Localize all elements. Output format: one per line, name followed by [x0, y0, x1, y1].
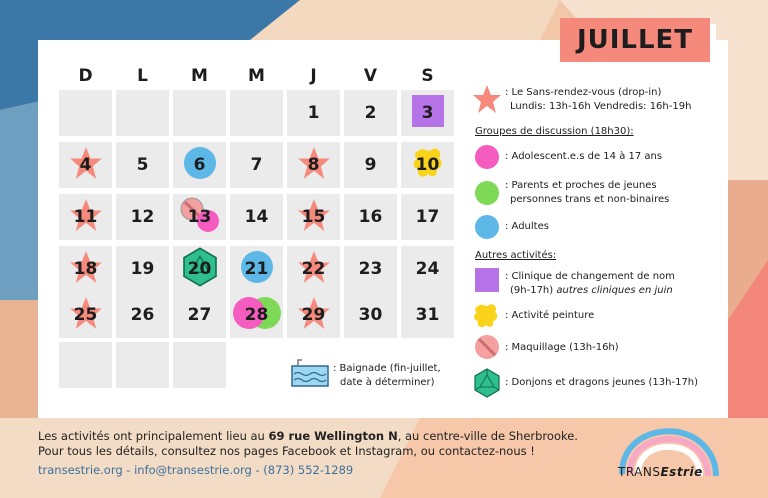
- day-cell-12: [116, 194, 169, 240]
- day-number: 19: [130, 259, 155, 279]
- empty-cell: [59, 342, 112, 388]
- day-number: 29: [301, 305, 326, 325]
- empty-cell: [116, 90, 169, 136]
- day-number: 5: [136, 155, 149, 175]
- teen-circle-icon: [474, 144, 500, 170]
- day-cell-17: [401, 194, 454, 240]
- adults-label: : Adultes: [505, 221, 549, 232]
- day-number: 2: [364, 103, 377, 123]
- day-cell-28: [230, 292, 283, 338]
- day-cell-1: [287, 90, 340, 136]
- weekday-2: M: [191, 66, 208, 86]
- parents-label-1: : Parents et proches de jeunes: [505, 180, 657, 191]
- day-number: 15: [301, 207, 326, 227]
- day-cell-3: [401, 90, 454, 136]
- day-number: 20: [187, 259, 212, 279]
- day-cell-15: [287, 194, 340, 240]
- teens-label: : Adolescent.e.s de 14 à 17 ans: [505, 151, 663, 162]
- day-number: 30: [358, 305, 383, 325]
- month-title: JUILLET: [560, 18, 710, 62]
- weekday-3: M: [248, 66, 265, 86]
- day-cell-27: [173, 292, 226, 338]
- day-cell-21: [230, 246, 283, 292]
- clinic-label-2: (9h-17h) autres cliniques en juin: [510, 285, 673, 296]
- footer-line-2: Pour tous les détails, consultez nos pages Facebook et Instagram, ou contactez-nous !: [38, 444, 535, 458]
- day-cell-9: [344, 142, 397, 188]
- day-number: 6: [193, 155, 206, 175]
- day-number: 12: [130, 207, 155, 227]
- paint-splash-icon: [472, 302, 500, 330]
- day-cell-26: [116, 292, 169, 338]
- day-cell-7: [230, 142, 283, 188]
- day-number: 13: [187, 207, 212, 227]
- adult-circle-icon: [474, 214, 500, 240]
- day-number: 10: [415, 155, 440, 175]
- day-number: 21: [244, 259, 269, 279]
- day-cell-30: [344, 292, 397, 338]
- other-heading: Autres activités:: [475, 250, 557, 261]
- empty-cell: [116, 342, 169, 388]
- day-cell-31: [401, 292, 454, 338]
- day-number: 17: [415, 207, 440, 227]
- day-cell-29: [287, 292, 340, 338]
- day-number: 28: [244, 305, 269, 325]
- paint-label: : Activité peinture: [505, 310, 595, 321]
- brand-logo: TRANSEstrie: [618, 465, 703, 479]
- weekday-0: D: [78, 66, 93, 86]
- day-number: 16: [358, 207, 383, 227]
- day-cell-5: [116, 142, 169, 188]
- day-number: 22: [301, 259, 326, 279]
- day-cell-24: [401, 246, 454, 292]
- empty-cell: [173, 342, 226, 388]
- day-cell-13: [173, 194, 226, 240]
- day-cell-22: [287, 246, 340, 292]
- empty-cell: [230, 90, 283, 136]
- swim-label-2: date à déterminer): [340, 377, 435, 388]
- empty-cell: [173, 90, 226, 136]
- day-number: 1: [307, 103, 320, 123]
- day-number: 24: [415, 259, 440, 279]
- dropin-hours: Lundis: 13h-16h Vendredis: 16h-19h: [510, 101, 692, 112]
- empty-cell: [59, 90, 112, 136]
- day-cell-20: [173, 246, 226, 292]
- day-number: 25: [73, 305, 98, 325]
- day-cell-18: [59, 246, 112, 292]
- weekday-1: L: [137, 66, 148, 86]
- footer-line-1: Les activités ont principalement lieu au 69 rue Wellington N, au centre-ville de Sherbrooke.: [38, 429, 578, 443]
- dnd-label: : Donjons et dragons jeunes (13h-17h): [505, 377, 699, 388]
- weekday-6: S: [421, 66, 434, 86]
- day-number: 3: [421, 103, 434, 123]
- day-cell-14: [230, 194, 283, 240]
- day-cell-2: [344, 90, 397, 136]
- parents-label-2: personnes trans et non-binaires: [510, 194, 670, 205]
- groups-heading: Groupes de discussion (18h30):: [475, 126, 634, 137]
- dropin-label: : Le Sans-rendez-vous (drop-in): [505, 87, 662, 98]
- day-cell-25: [59, 292, 112, 338]
- day-number: 23: [358, 259, 383, 279]
- day-cell-10: [401, 142, 454, 188]
- day-number: 31: [415, 305, 440, 325]
- clinic-label-1: : Clinique de changement de nom: [505, 271, 675, 282]
- day-number: 18: [73, 259, 98, 279]
- star-icon: [472, 84, 502, 114]
- day-cell-11: [59, 194, 112, 240]
- day-number: 11: [73, 207, 98, 227]
- day-cell-6: [173, 142, 226, 188]
- makeup-label: : Maquillage (13h-16h): [505, 342, 619, 353]
- day-cell-16: [344, 194, 397, 240]
- day-number: 9: [364, 155, 377, 175]
- day-number: 26: [130, 305, 155, 325]
- weekday-5: V: [363, 66, 378, 86]
- day-number: 14: [244, 207, 269, 227]
- day-cell-4: [59, 142, 112, 188]
- clinic-square-icon: [475, 268, 499, 292]
- day-cell-23: [344, 246, 397, 292]
- day-cell-19: [116, 246, 169, 292]
- day-cell-8: [287, 142, 340, 188]
- day-number: 7: [250, 155, 263, 175]
- makeup-circle-icon: [474, 334, 500, 360]
- day-number: 4: [79, 155, 92, 175]
- contact-links[interactable]: transestrie.org - info@transestrie.org - (873) 552-1289: [38, 463, 354, 477]
- day-number: 8: [307, 155, 320, 175]
- weekday-4: J: [310, 66, 317, 86]
- swim-label-1: : Baignade (fin-juillet,: [333, 363, 441, 374]
- pool-icon: [290, 358, 330, 388]
- parent-circle-icon: [474, 180, 500, 206]
- dice-icon: [472, 368, 502, 398]
- day-number: 27: [187, 305, 212, 325]
